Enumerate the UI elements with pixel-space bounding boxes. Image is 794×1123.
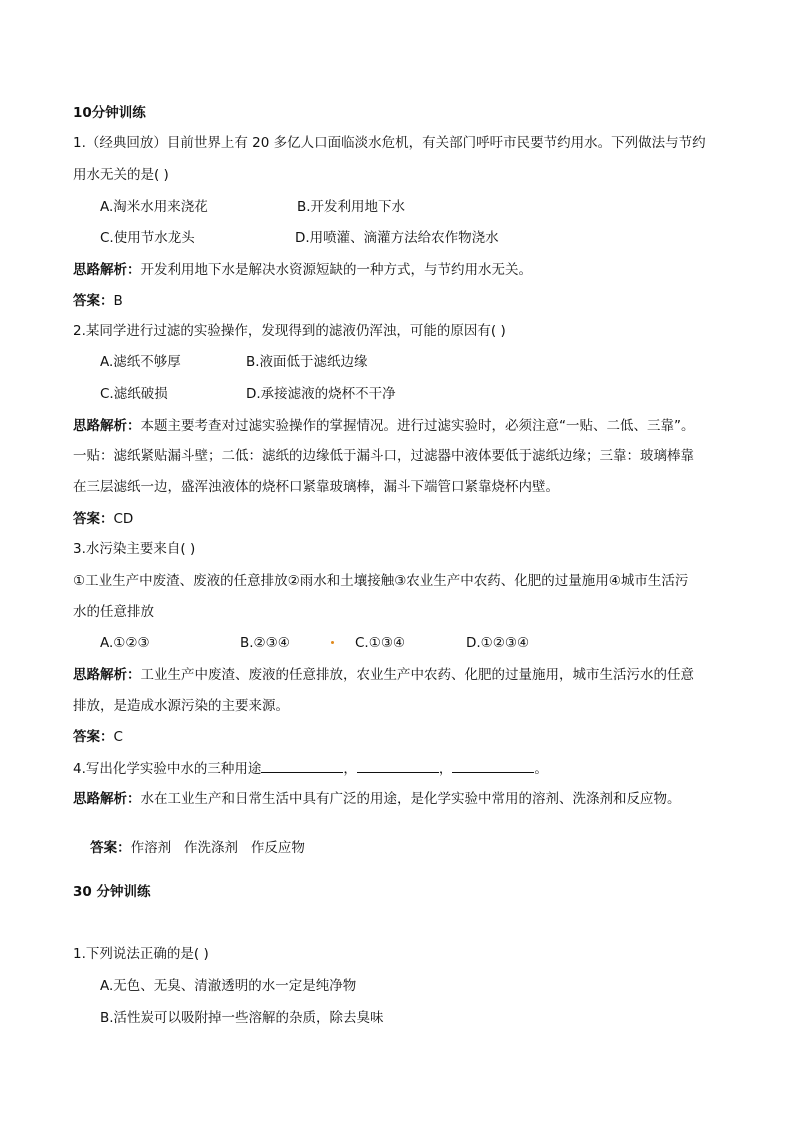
q1-option-d: D.用喷灌、滴灌方法给农作物浇水 xyxy=(295,230,499,246)
answer-label: 答案： xyxy=(73,293,114,309)
answer-label: 答案： xyxy=(90,840,131,856)
q4-analysis xyxy=(73,790,681,808)
q1-option-a: A.淘米水用来浇花 xyxy=(100,199,208,215)
q2-option-b: B.液面低于滤纸边缘 xyxy=(246,354,368,370)
stray-dot-mark xyxy=(331,641,334,644)
q4-stem-text: 4.写出化学实验中水的三种用途 xyxy=(73,761,262,777)
q4-separator: ， xyxy=(438,761,453,777)
q2-analysis-line3: 在三层滤纸一边，盛浑浊液体的烧杯口紧靠玻璃棒，漏斗下端管口紧靠烧杯内壁。 xyxy=(73,479,559,495)
q3-option-b: B.②③④ xyxy=(240,635,290,651)
answer-blank-1[interactable] xyxy=(261,760,343,773)
analysis-label: 思路解析： xyxy=(73,791,141,807)
q4-stem xyxy=(73,760,548,778)
q3-option-a: A.①②③ xyxy=(100,635,150,651)
q3-list-line1: ①工业生产中废渣、废液的任意排放②雨水和土壤接触③农业生产中农药、化肥的过量施用④城市生活污 xyxy=(73,573,689,589)
analysis-label: 思路解析： xyxy=(73,418,141,434)
s2-q1-stem: 1.下列说法正确的是( ) xyxy=(73,946,209,962)
q1-stem-line2: 用水无关的是( ) xyxy=(73,167,169,183)
q2-stem: 2.某同学进行过滤的实验操作，发现得到的滤液仍浑浊，可能的原因有( ) xyxy=(73,323,506,339)
q4-answer xyxy=(73,821,305,875)
q1-answer xyxy=(73,292,123,310)
answer-label: 答案： xyxy=(73,511,114,527)
q2-analysis-line1 xyxy=(73,417,695,435)
s2-q1-option-b: B.活性炭可以吸附掉一些溶解的杂质，除去臭味 xyxy=(100,1010,384,1026)
q2-option-a: A.滤纸不够厚 xyxy=(100,354,181,370)
q4-separator: ， xyxy=(343,761,357,777)
q3-stem: 3.水污染主要来自( ) xyxy=(73,541,196,557)
q2-option-c: C.滤纸破损 xyxy=(100,386,168,402)
analysis-text: 工业生产中废渣、废液的任意排放，农业生产中农药、化肥的过量施用，城市生活污水的任意 xyxy=(140,667,694,683)
q2-answer xyxy=(73,510,133,528)
q3-list-line2: 水的任意排放 xyxy=(73,604,154,620)
q3-answer xyxy=(73,728,123,746)
answer-blank-3[interactable] xyxy=(452,760,534,773)
s2-q1-option-a: A.无色、无臭、清澈透明的水一定是纯净物 xyxy=(100,978,357,994)
q3-option-c: C.①③④ xyxy=(355,635,406,651)
analysis-text: 本题主要考查对过滤实验操作的掌握情况。进行过滤实验时，必须注意“一贴、二低、三靠”。 xyxy=(140,418,695,434)
answer-label: 答案： xyxy=(73,729,114,745)
analysis-label: 思路解析： xyxy=(73,667,141,683)
section-title-30min: 30 分钟训练 xyxy=(73,884,151,900)
answer-text: CD xyxy=(113,511,134,527)
q1-stem-line1: 1.（经典回放）目前世界上有 20 多亿人口面临淡水危机，有关部门呼吁市民要节约用水。下列做法与节约 xyxy=(73,135,706,151)
q4-end-mark: 。 xyxy=(534,761,548,777)
q1-option-c: C.使用节水龙头 xyxy=(100,230,195,246)
q3-analysis-line1 xyxy=(73,666,694,684)
section-title-10min: 10分钟训练 xyxy=(73,105,146,121)
q1-analysis xyxy=(73,261,532,279)
answer-text: B xyxy=(113,293,123,309)
answer-text: C xyxy=(113,729,123,745)
q2-option-d: D.承接滤液的烧杯不干净 xyxy=(246,386,396,402)
q1-option-b: B.开发利用地下水 xyxy=(297,199,406,215)
analysis-text: 开发利用地下水是解决水资源短缺的一种方式，与节约用水无关。 xyxy=(140,262,532,278)
q3-analysis-line2: 排放，是造成水源污染的主要来源。 xyxy=(73,698,289,714)
q3-option-d: D.①②③④ xyxy=(466,635,530,651)
analysis-text: 水在工业生产和日常生活中具有广泛的用途，是化学实验中常用的溶剂、洗涤剂和反应物。 xyxy=(140,791,681,807)
q2-analysis-line2: 一贴：滤纸紧贴漏斗壁；二低：滤纸的边缘低于漏斗口，过滤器中液体要低于滤纸边缘；三靠：玻璃棒靠 xyxy=(73,448,694,464)
answer-text: 作溶剂 作洗涤剂 作反应物 xyxy=(130,840,305,856)
answer-blank-2[interactable] xyxy=(357,760,439,773)
analysis-label: 思路解析： xyxy=(73,262,141,278)
